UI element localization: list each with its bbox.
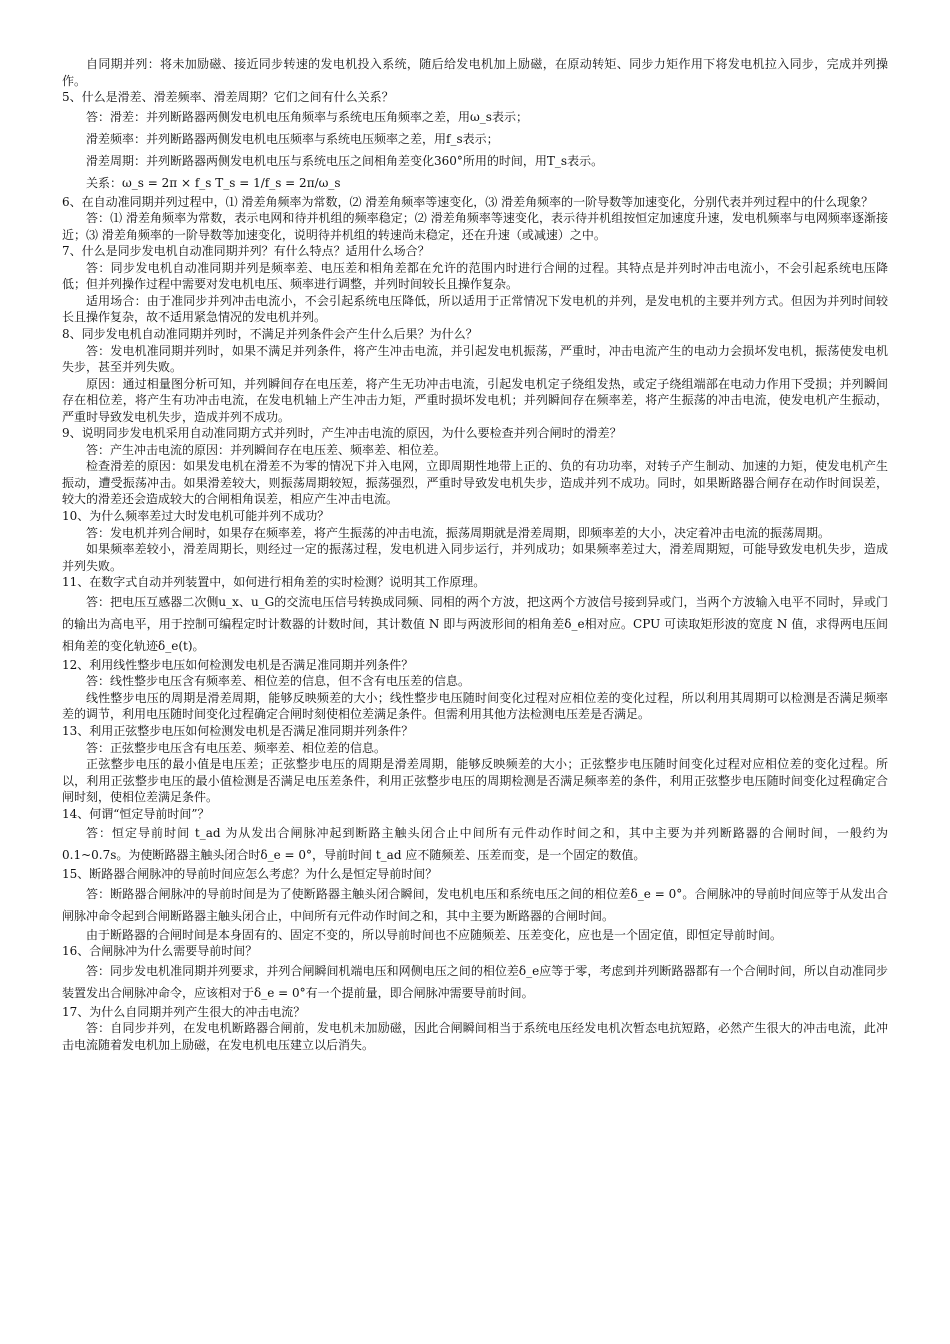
answer-5-slip-frequency: 滑差频率：并列断路器两侧发电机电压频率与系统电压频率之差，用f_s表示； xyxy=(86,131,499,146)
question-11: 11、在数字式自动并列装置中，如何进行相角差的实时检测？说明其工作原理。 xyxy=(62,575,486,590)
answer-5-relation: 关系：ω_s = 2π × f_s T_s = 1/f_s = 2π/ω_s xyxy=(86,175,341,190)
answer-12-part1: 答：线性整步电压含有频率差、相位差的信息，但不含有电压差的信息。 xyxy=(86,674,471,689)
answer-11: 答：把电压互感器二次侧u_x、u_G的交流电压信号转换成同频、同相的两个方波，把这两个方波信号接到异或门，当两个方波输入电平不同时，异或门的输出为高电平，用于控制可编程定时计数器的计数时间，其计数值 N 即与两波形间的相角差δ_e相对应。CPU 可读取矩形波的宽度 N 值，求得两电压间相角差的变化轨迹δ_e(t)。 xyxy=(62,594,888,653)
answer-5-slip: 答：滑差：并列断路器两侧发电机电压角频率与系统电压角频率之差，用ω_s表示； xyxy=(86,109,528,124)
question-12: 12、利用线性整步电压如何检测发电机是否满足准同期并列条件？ xyxy=(62,657,414,672)
answer-13-part2: 正弦整步电压的最小值是电压差；正弦整步电压的周期是滑差周期，能够反映频差的大小；正弦整步电压随时间变化过程对应相位差的变化过程。所以，利用正弦整步电压的最小值检测是否满足电压差条件，利用正弦整步电压的周期检测是否满足频率差的条件，利用正弦整步电压随时间变化过程确定合闸时刻，使相位差满足条件。 xyxy=(62,757,888,805)
answer-17: 答：自同步并列，在发电机断路器合闸前，发电机未加励磁，因此合闸瞬间相当于系统电压经发电机次暂态电抗短路，必然产生很大的冲击电流，此冲击电流随着发电机加上励磁，在发电机电压建立以后消失。 xyxy=(62,1021,888,1052)
answer-8-consequence: 答：发电机准同期并列时，如果不满足并列条件，将产生冲击电流，并引起发电机振荡，严重时，冲击电流产生的电动力会损坏发电机，振荡使发电机失步，甚至并列失败。 xyxy=(62,343,888,375)
answer-10-part1: 答：发电机并列合闸时，如果存在频率差，将产生振荡的冲击电流，振荡周期就是滑差周期，即频率差的大小，决定着冲击电流的振荡周期。 xyxy=(86,525,831,540)
question-15: 15、断路器合闸脉冲的导前时间应怎么考虑？为什么是恒定导前时间？ xyxy=(62,867,438,882)
answer-16: 答：同步发电机准同期并列要求，并列合闸瞬间机端电压和网侧电压之间的相位差δ_e应等于零，考虑到并列断路器都有一个合闸时间，所以自动准同步装置发出合闸脉冲命令，应该相对于δ_e = 0°有一个提前量，即合闸脉冲需要导前时间。 xyxy=(62,963,888,1000)
answer-9-cause: 答：产生冲击电流的原因：并列瞬间存在电压差、频率差、相位差。 xyxy=(86,442,447,457)
question-5: 5、什么是滑差、滑差频率、滑差周期？它们之间有什么关系？ xyxy=(62,90,394,105)
question-17: 17、为什么自同期并列产生很大的冲击电流？ xyxy=(62,1004,306,1019)
question-16: 16、合闸脉冲为什么需要导前时间？ xyxy=(62,944,258,959)
question-6: 6、在自动准同期并列过程中，⑴ 滑差角频率为常数，⑵ 滑差角频率等速变化，⑶ 滑差角频率的一阶导数等加速变化，分别代表并列过程中的什么现象？ xyxy=(62,194,874,209)
answer-13-part1: 答：正弦整步电压含有电压差、频率差、相位差的信息。 xyxy=(86,740,387,755)
answer-15-part2: 由于断路器的合闸时间是本身固有的、固定不变的，所以导前时间也不应随频差、压差变化，应也是一个固定值，即恒定导前时间。 xyxy=(86,927,783,942)
answer-7-features: 答：同步发电机自动准同期并列是频率差、电压差和相角差都在允许的范围内时进行合闸的过程。其特点是并列时冲击电流小，不会引起系统电压降低；但并列操作过程中需要对发电机电压、频率进行调整，并列时间较长且操作复杂。 xyxy=(62,260,888,292)
answer-6: 答：⑴ 滑差角频率为常数，表示电网和待并机组的频率稳定；⑵ 滑差角频率等速变化，表示待并机组按恒定加速度升速，发电机频率与电网频率逐渐接近；⑶ 滑差角频率的一阶导数等加速变化，说明待并机组的转速尚未稳定，还在升速（或减速）之中。 xyxy=(62,211,888,242)
question-10: 10、为什么频率差过大时发电机可能并列不成功？ xyxy=(62,509,330,524)
answer-7-applicable: 适用场合：由于准同步并列冲击电流小，不会引起系统电压降低，所以适用于正常情况下发电机的并列，是发电机的主要并列方式。但因为并列时间较长且操作复杂，故不适用紧急情况的发电机并列。 xyxy=(62,293,888,325)
question-9: 9、说明同步发电机采用自动准同期方式并列时，产生冲击电流的原因，为什么要检查并列合闸时的滑差？ xyxy=(62,426,622,441)
answer-15-part1: 答：断路器合闸脉冲的导前时间是为了使断路器主触头闭合瞬间，发电机电压和系统电压之间的相位差δ_e = 0°。合闸脉冲的导前时间应等于从发出合闸脉冲命令起到合闸断路器主触头闭合止，中间所有元件动作时间之和，其中主要为断路器的合闸时间。 xyxy=(62,886,888,923)
question-7: 7、什么是同步发电机自动准同期并列？有什么特点？适用什么场合？ xyxy=(62,244,430,259)
answer-12-part2: 线性整步电压的周期是滑差周期，能够反映频差的大小；线性整步电压随时间变化过程对应相位差的变化过程，所以利用其周期可以检测是否满足频率差的调节，利用电压随时间变化过程确定合闸时刻使相位差满足条件。但需利用其他方法检测电压差是否满足。 xyxy=(62,690,888,722)
intro-paragraph: 自同期并列：将未加励磁、接近同步转速的发电机投入系统，随后给发电机加上励磁，在原动转矩、同步力矩作用下将发电机拉入同步，完成并列操作。 xyxy=(62,57,888,88)
answer-8-reason: 原因：通过相量图分析可知，并列瞬间存在电压差，将产生无功冲击电流，引起发电机定子绕组发热，或定子绕组端部在电动力作用下受损；并列瞬间存在相位差，将产生有功冲击电流，在发电机轴上产生冲击力矩，严重时损坏发电机；并列瞬间存在频率差，将产生振荡的冲击电流，使发电机产生振动，严重时导致发电机失步，造成并列不成功。 xyxy=(62,376,888,424)
question-13: 13、利用正弦整步电压如何检测发电机是否满足准同期并列条件？ xyxy=(62,723,414,738)
answer-9-slip-check: 检查滑差的原因：如果发电机在滑差不为零的情况下并入电网，立即周期性地带上正的、负的有功功率，对转子产生制动、加速的力矩，使发电机产生振动，遭受振荡冲击。如果滑差较大，则振荡周期较短，振荡强烈，严重时导致发电机失步，造成并列不成功。同时，如果断路器合闸存在动作时间误差，较大的滑差还会造成较大的合闸相角误差，相应产生冲击电流。 xyxy=(62,459,888,507)
answer-10-part2: 如果频率差较小，滑差周期长，则经过一定的振荡过程，发电机进入同步运行，并列成功；如果频率差过大，滑差周期短，可能导致发电机失步，造成并列失败。 xyxy=(62,542,888,573)
question-8: 8、同步发电机自动准同期并列时，不满足并列条件会产生什么后果？为什么？ xyxy=(62,327,478,342)
answer-5-slip-period: 滑差周期：并列断路器两侧发电机电压与系统电压之间相角差变化360°所用的时间，用T_s表示。 xyxy=(86,153,604,168)
answer-14: 答：恒定导前时间 t_ad 为从发出合闸脉冲起到断路主触头闭合止中间所有元件动作时间之和，其中主要为并列断路器的合闸时间，一般约为 0.1~0.7s。为使断路器主触头闭合时δ_e = 0°，导前时间 t_ad 应不随频差、压差而变，是一个固定的数值。 xyxy=(62,826,888,863)
question-14: 14、何谓“恒定导前时间”？ xyxy=(62,806,210,821)
